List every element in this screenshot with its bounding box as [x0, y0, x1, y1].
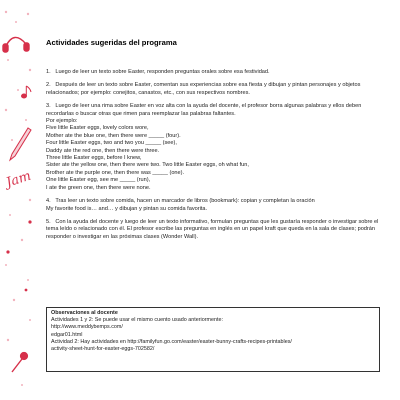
poem-line: Mother ate the blue one, then there were _____ (four). [46, 132, 181, 139]
notes-title: Observaciones al docente [51, 310, 118, 316]
notes-line[interactable]: Actividad 2: Hay actividades en http://familyfun.go.com/easter/easter-bunny-crafts-recipes-printables/ [51, 338, 292, 345]
notes-link[interactable]: edgar01.html [51, 331, 83, 338]
decorative-sidebar [0, 0, 38, 400]
activity-item-5: 5. Con la ayuda del docente y luego de leer un texto informativo, formulan preguntas que les gustaría responder o investigar sobre el tema leído o relacionado con él. El profesor escribe las preguntas en inglés en un papel kraft que queda en la sala de clases; podrán responder o investigar en las próximas clases (Wonder Wall). [46, 218, 379, 240]
poem [46, 125, 382, 192]
poem-line: Four little Easter eggs, two and two you _____ (see), [46, 140, 177, 147]
poem-line: Three little Easter eggs, before I knew, [46, 155, 142, 162]
poem-line: Five little Easter eggs, lovely colors wore, [46, 125, 149, 132]
teacher-notes-box [46, 307, 380, 372]
activity-item-3: 3. Luego de leer una rima sobre Easter en voz alta con la ayuda del docente, el profesor borra algunas palabras y ellos deben recordarlas o buscar otras que rimen para reemplazar las palabras faltantes. Por ejemplo: Five little Easter eggs, lovely colors wore, Mother ate the blue one, then there were _____ (four). Four little Easter eggs, two and two you _____ (see), Daddy ate the red one, then there were three. Three little Easter eggs, before I knew, Sister ate the yellow one, then there were two. Two little Easter eggs, oh what fun, Brother ate the purple one, then there was _____ (one). One little Easter egg, see me _____ (run), I ate the green one, then there were none. [46, 103, 382, 192]
activity-item-2: 2. Después de leer un texto sobre Easter, comentan sus experiencias sobre esa fiesta y dibujan y pintan personajes y objetos relacionados; por ejemplo: conejitos, canastos, etc., con sus respectivos nombres. [46, 82, 361, 96]
poem-line: Sister ate the yellow one, then there were two. Two little Easter eggs, oh what fun, [46, 162, 249, 169]
activity-item-1: 1. Luego de leer un texto sobre Easter, responden preguntas orales sobre esa festividad. [46, 69, 270, 75]
microphone-icon [12, 353, 27, 372]
document-body [46, 38, 382, 247]
pencil-icon [10, 128, 31, 160]
poem-line: I ate the green one, then there were none. [46, 184, 151, 191]
headphones-icon [3, 37, 29, 52]
music-note-icon [22, 86, 32, 98]
example-label: Por ejemplo: [46, 118, 78, 125]
notes-link[interactable]: activity-sheet-hunt-for-easter-eggs-702582/ [51, 346, 155, 353]
activity-item-4: 4. Tras leer un texto sobre comida, hacen un marcador de libros (bookmark): copian y completan la oración My favorite food is… and… y dibujan y pintan su comida favorita. [46, 198, 315, 212]
notes-link[interactable]: http://www.meddybemps.com/ [51, 324, 123, 331]
poem-line: Brother ate the purple one, then there was _____ (one). [46, 169, 185, 176]
page-title: Actividades sugeridas del programa [46, 38, 177, 47]
poem-line: One little Easter egg, see me _____ (run), [46, 177, 151, 184]
dot-pattern [5, 11, 31, 386]
jam-label: Jam [4, 168, 34, 191]
doodle-decoration [0, 0, 38, 400]
poem-line: Daddy ate the red one, then there were three. [46, 147, 160, 154]
notes-line: Actividades 1 y 2: Se puede usar el mismo cuento usado anteriormente: [51, 317, 223, 324]
